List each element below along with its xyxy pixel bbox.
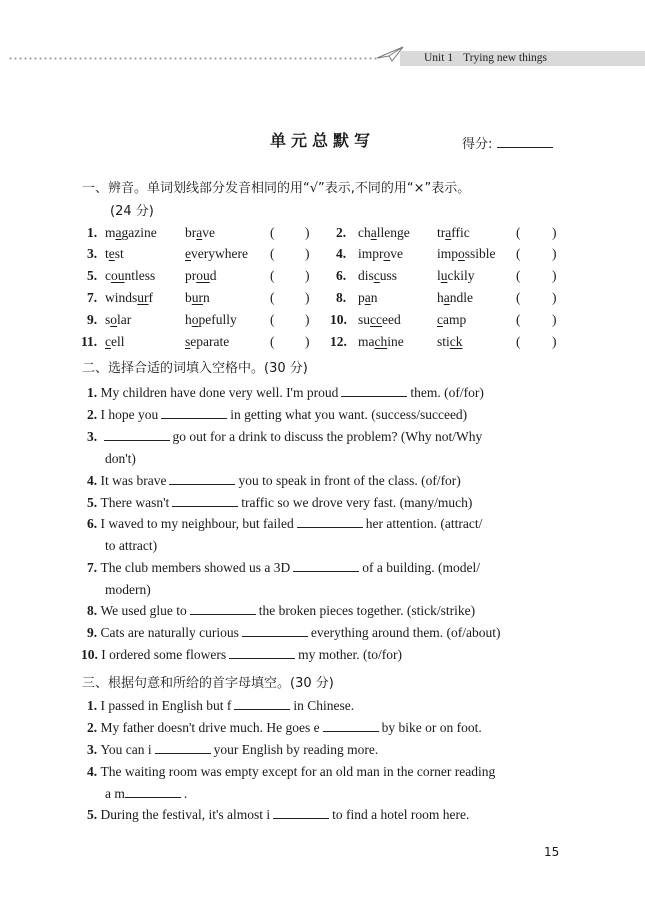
question-number: 1.	[87, 385, 101, 400]
continuation-text: modern)	[105, 581, 151, 597]
question-item	[87, 804, 565, 826]
question-text-before: During the festival, it's almost i	[100, 807, 271, 822]
item-number-text: 7.	[87, 290, 98, 305]
word-underlined-part: a	[443, 290, 450, 305]
answer-paren-open[interactable]: (	[270, 334, 275, 349]
word-underlined-part: ch	[374, 334, 388, 349]
word-suffix: ckily	[447, 268, 475, 283]
question-text-before: The waiting room was empty except for an old man in the corner reading	[100, 764, 496, 779]
question-number: 4.	[87, 764, 101, 779]
unit-header	[424, 52, 547, 64]
score-field	[462, 133, 553, 152]
word-underlined-part: s	[185, 334, 191, 349]
question-text-after: in getting what you want. (success/succeed)	[230, 407, 468, 422]
question-number: 2.	[87, 720, 101, 735]
word-suffix: ssible	[464, 246, 496, 261]
word-prefix: pr	[185, 268, 197, 283]
word-suffix: n	[203, 290, 210, 305]
question-item	[87, 557, 565, 600]
answer-paren-open[interactable]: (	[516, 246, 521, 261]
word-underlined-part: e	[108, 246, 115, 261]
answer-paren-open[interactable]: (	[516, 268, 521, 283]
answer-paren-open[interactable]: (	[516, 334, 521, 349]
question-text-after: my mother. (to/for)	[298, 647, 402, 662]
word-first	[358, 312, 401, 328]
word-underlined-part: u	[440, 268, 448, 283]
question-continuation	[87, 448, 565, 470]
word-underlined-part: a	[115, 225, 122, 240]
answer-paren-close: )	[305, 225, 310, 240]
item-number	[336, 246, 346, 262]
answer-paren-close: )	[552, 290, 557, 305]
item-number	[330, 312, 347, 328]
word-prefix: p	[358, 290, 365, 305]
word-prefix: tr	[437, 225, 446, 240]
question-item	[87, 404, 565, 426]
word-first	[358, 334, 404, 350]
question-text-before: We used glue to	[100, 603, 187, 618]
answer-blank[interactable]	[190, 602, 256, 615]
question-text-before: I passed in English but f	[100, 698, 232, 713]
answer-paren-open[interactable]: (	[516, 312, 521, 327]
word-second	[437, 246, 496, 262]
answer-blank[interactable]	[242, 624, 308, 637]
word-suffix: ine	[387, 334, 404, 349]
word-suffix: st	[114, 246, 124, 261]
word-prefix: m	[105, 225, 116, 240]
word-first	[105, 334, 125, 350]
answer-blank[interactable]	[169, 472, 235, 485]
answer-paren-open[interactable]: (	[270, 290, 275, 305]
sentence-end: .	[183, 785, 188, 801]
question-item	[87, 622, 565, 644]
question-text-after: them. (of/for)	[410, 385, 484, 400]
answer-blank[interactable]	[229, 646, 295, 659]
word-prefix: winds	[105, 290, 138, 305]
item-number	[336, 290, 346, 306]
word-second	[437, 312, 466, 328]
word-suffix: ve	[202, 225, 215, 240]
unit-topic: Trying new things	[463, 52, 547, 64]
word-underlined-part: e	[185, 246, 191, 261]
word-first	[358, 246, 403, 262]
word-underlined-part: ck	[449, 334, 463, 349]
word-suffix: uss	[379, 268, 398, 283]
answer-paren-close: )	[305, 312, 310, 327]
word-second	[437, 225, 470, 241]
word-underlined-part: ou	[196, 268, 210, 283]
word-suffix: llenge	[376, 225, 410, 240]
score-blank[interactable]	[497, 136, 553, 148]
question-continuation	[87, 535, 565, 557]
item-number-text: 3.	[87, 246, 98, 261]
answer-paren-open[interactable]: (	[270, 225, 275, 240]
answer-blank[interactable]	[273, 806, 329, 819]
word-underlined-part: o	[110, 312, 118, 327]
answer-blank[interactable]	[341, 384, 407, 397]
word-suffix: ve	[390, 246, 403, 261]
answer-blank[interactable]	[172, 494, 238, 507]
word-prefix: br	[185, 225, 197, 240]
word-suffix: eed	[382, 312, 401, 327]
item-number	[336, 225, 346, 241]
section-1-points: (24 分)	[110, 204, 154, 219]
word-prefix: s	[105, 312, 111, 327]
answer-blank[interactable]	[293, 559, 359, 572]
question-text-after: go out for a drink to discuss the problem? (Why not/Why	[172, 429, 483, 444]
word-suffix: gazine	[121, 225, 157, 240]
item-number-text: 8.	[336, 290, 347, 305]
question-item	[87, 492, 565, 514]
item-number	[330, 334, 347, 350]
word-first	[105, 246, 124, 262]
word-underlined-part: o	[191, 312, 199, 327]
question-item	[87, 739, 565, 761]
word-second	[185, 268, 217, 284]
word-underlined-part: ur	[137, 290, 149, 305]
item-number-text: 1.	[87, 225, 98, 240]
word-prefix: ma	[358, 334, 375, 349]
question-text-before: My children have done very well. I'm proud	[100, 385, 339, 400]
question-item	[87, 470, 565, 492]
item-number-text: 11.	[81, 334, 98, 349]
question-text-before: The club members showed us a 3D	[100, 560, 291, 575]
item-number	[87, 268, 97, 284]
question-number: 9.	[87, 625, 101, 640]
question-text-after: the broken pieces together. (stick/strike)	[258, 603, 476, 618]
word-prefix: l	[437, 268, 441, 283]
section-1-heading: 一、辨音。单词划线部分发音相同的用“√”表示,不同的用“×”表示。	[82, 181, 471, 196]
word-underlined-part: c	[373, 268, 380, 283]
word-underlined-part: o	[383, 246, 391, 261]
word-prefix: t	[105, 246, 109, 261]
question-item	[87, 426, 565, 469]
word-suffix: amp	[443, 312, 467, 327]
word-suffix: eparate	[190, 334, 230, 349]
question-number: 7.	[87, 560, 101, 575]
answer-paren-open[interactable]: (	[270, 246, 275, 261]
word-second	[437, 268, 475, 284]
word-underlined-part: ur	[191, 290, 203, 305]
question-number: 6.	[87, 516, 101, 531]
word-first	[105, 268, 155, 284]
question-number: 5.	[87, 807, 101, 822]
question-number: 1.	[87, 698, 101, 713]
answer-blank[interactable]	[104, 428, 170, 441]
question-item	[87, 695, 565, 717]
item-number-text: 9.	[87, 312, 98, 327]
answer-paren-open[interactable]: (	[516, 290, 521, 305]
question-text-before: I waved to my neighbour, but failed	[100, 516, 294, 531]
item-number	[87, 312, 97, 328]
word-suffix: lar	[117, 312, 132, 327]
item-number-text: 10.	[330, 312, 347, 327]
continuation-text: a m	[105, 785, 125, 801]
answer-blank[interactable]	[323, 719, 379, 732]
header-dotted-rule	[8, 57, 380, 60]
question-text-after: you to speak in front of the class. (of/for)	[238, 473, 461, 488]
question-text-after: in Chinese.	[293, 698, 355, 713]
answer-paren-close: )	[305, 246, 310, 261]
answer-paren-close: )	[305, 290, 310, 305]
word-underlined-part: o	[458, 246, 465, 261]
page-number: 15	[544, 845, 560, 859]
question-text-after: by bike or on foot.	[381, 720, 482, 735]
word-suffix: pefully	[198, 312, 237, 327]
item-number	[87, 246, 97, 262]
answer-paren-close: )	[552, 312, 557, 327]
answer-paren-open[interactable]: (	[270, 312, 275, 327]
question-item	[87, 761, 565, 804]
question-text-after: everything around them. (of/about)	[310, 625, 501, 640]
item-number	[87, 225, 97, 241]
question-text-after: your English by reading more.	[213, 742, 379, 757]
question-text-before: There wasn't	[100, 495, 170, 510]
word-underlined-part: a	[364, 290, 371, 305]
item-number	[336, 268, 346, 284]
word-prefix: h	[437, 290, 444, 305]
continuation-text: don't)	[105, 450, 136, 466]
answer-paren-close: )	[305, 268, 310, 283]
word-underlined-part: c	[437, 312, 443, 327]
word-second	[185, 290, 210, 306]
word-prefix: impr	[358, 246, 384, 261]
word-suffix: ndle	[449, 290, 473, 305]
word-suffix: verywhere	[191, 246, 248, 261]
question-number: 10.	[81, 647, 102, 662]
word-second	[185, 312, 237, 328]
word-prefix: c	[105, 268, 111, 283]
question-continuation	[87, 783, 565, 805]
word-underlined-part: c	[105, 334, 111, 349]
word-second	[185, 334, 229, 350]
question-number: 5.	[87, 495, 101, 510]
answer-blank[interactable]	[155, 741, 211, 754]
word-prefix: su	[358, 312, 371, 327]
question-text-before: Cats are naturally curious	[100, 625, 239, 640]
unit-label: Unit 1	[424, 52, 454, 64]
word-second	[185, 225, 215, 241]
section-2-heading: 二、选择合适的词填入空格中。(30 分)	[82, 361, 308, 376]
word-suffix: ell	[111, 334, 125, 349]
question-text-after: her attention. (attract/	[365, 516, 483, 531]
word-first	[358, 268, 397, 284]
answer-paren-open[interactable]: (	[270, 268, 275, 283]
answer-paren-close: )	[305, 334, 310, 349]
word-underlined-part: a	[445, 225, 452, 240]
word-first	[358, 225, 410, 241]
word-first	[105, 225, 157, 241]
question-number: 2.	[87, 407, 101, 422]
item-number-text: 5.	[87, 268, 98, 283]
word-suffix: ntless	[124, 268, 156, 283]
word-second	[437, 290, 473, 306]
answer-blank[interactable]	[234, 697, 290, 710]
question-text-after: of a building. (model/	[362, 560, 480, 575]
question-text-before: My father doesn't drive much. He goes e	[100, 720, 320, 735]
answer-paren-close: )	[552, 268, 557, 283]
question-item	[81, 644, 559, 666]
item-number-text: 2.	[336, 225, 347, 240]
answer-blank[interactable]	[161, 406, 227, 419]
word-underlined-part: ou	[111, 268, 125, 283]
answer-paren-close: )	[552, 334, 557, 349]
question-text-before: I ordered some flowers	[101, 647, 227, 662]
word-prefix: ch	[358, 225, 371, 240]
question-item	[87, 382, 565, 404]
question-text-after: to find a hotel room here.	[332, 807, 470, 822]
question-number: 8.	[87, 603, 101, 618]
answer-paren-close: )	[552, 246, 557, 261]
word-underlined-part: cc	[370, 312, 382, 327]
word-underlined-part: a	[370, 225, 377, 240]
question-item	[87, 600, 565, 622]
item-number	[87, 290, 97, 306]
question-item	[87, 513, 565, 556]
question-continuation	[87, 579, 565, 601]
question-number: 4.	[87, 473, 101, 488]
continuation-text: to attract)	[105, 537, 158, 553]
section-3-heading: 三、根据句意和所给的首字母填空。(30 分)	[82, 676, 334, 691]
word-first	[105, 312, 131, 328]
word-first	[105, 290, 153, 306]
page-title: 单元总默写	[269, 131, 375, 150]
word-prefix: dis	[358, 268, 374, 283]
item-number	[81, 334, 97, 350]
question-text-before: I hope you	[100, 407, 159, 422]
item-number-text: 12.	[330, 334, 347, 349]
question-text-before: You can i	[100, 742, 152, 757]
word-underlined-part: a	[196, 225, 203, 240]
word-prefix: imp	[437, 246, 459, 261]
question-item	[87, 717, 565, 739]
word-suffix: n	[370, 290, 378, 305]
word-prefix: b	[185, 290, 192, 305]
word-suffix: f	[148, 290, 154, 305]
answer-paren-open[interactable]: (	[516, 225, 521, 240]
answer-blank[interactable]	[125, 785, 181, 798]
word-second	[437, 334, 463, 350]
item-number-text: 4.	[336, 246, 347, 261]
word-second	[185, 246, 248, 262]
question-text-before: It was brave	[100, 473, 167, 488]
answer-paren-close: )	[552, 225, 557, 240]
word-first	[358, 290, 378, 306]
word-suffix: ffic	[451, 225, 470, 240]
question-number: 3.	[87, 742, 101, 757]
item-number-text: 6.	[336, 268, 347, 283]
question-text-after: traffic so we drove very fast. (many/much)	[241, 495, 473, 510]
answer-blank[interactable]	[297, 515, 363, 528]
word-prefix: sti	[437, 334, 450, 349]
word-suffix: d	[209, 268, 217, 283]
score-label: 得分:	[462, 137, 493, 152]
word-prefix: h	[185, 312, 192, 327]
question-number: 3.	[87, 429, 101, 444]
